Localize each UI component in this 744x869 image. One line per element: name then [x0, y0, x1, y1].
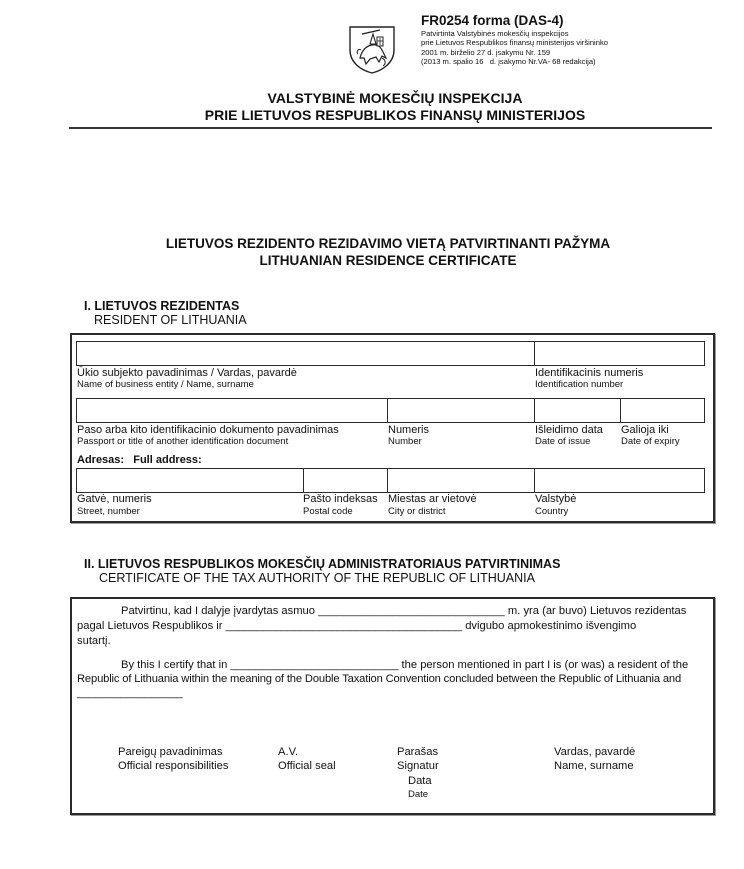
country-blank[interactable]: ______________________________________ [225, 620, 463, 632]
section-1-title: I. LIETUVOS REZIDENTAS [84, 299, 240, 313]
date-of-issue-label: Išleidimo data [535, 424, 603, 436]
agency-line-1: VALSTYBINĖ MOKESČIŲ INSPEKCIJA [267, 90, 523, 106]
document-number-label-en: Number [388, 436, 422, 447]
form-code: FR0254 forma (DAS-4) [421, 13, 564, 28]
approval-line: Patvirtinta Valstybinės mokesčių inspekcijos [421, 29, 569, 38]
title-lt: LIETUVOS REZIDENTO REZIDAVIMO VIETĄ PATVIRTINANTI PAŽYMA [165, 236, 611, 251]
document-title [0, 236, 744, 269]
name-surname-label [554, 745, 635, 773]
lt-para-line-2 [77, 619, 636, 635]
coat-of-arms-icon [346, 24, 398, 74]
country-label: Valstybė [535, 493, 577, 505]
id-number-label: Identifikacinis numeris [535, 367, 644, 379]
city-field[interactable] [387, 468, 535, 493]
name-label-en: Name of business entity / Name, surname [77, 379, 254, 390]
agency-name [0, 90, 744, 123]
city-label-en: City or district [388, 506, 446, 517]
name-label: Ūkio subjekto pavadinimas / Vardas, pavardė [77, 367, 297, 379]
postal-code-label: Pašto indeksas [303, 493, 378, 505]
en-para-text: By this I certify that in [121, 659, 228, 671]
postal-code-label-en: Postal code [303, 506, 353, 517]
date-of-expiry-label: Galioja iki [621, 424, 669, 436]
id-number-label-en: Identification number [535, 379, 624, 390]
address-label: Adresas: Full address: [77, 454, 202, 466]
street-field[interactable] [76, 468, 304, 493]
postal-code-field[interactable] [303, 468, 388, 493]
section-2-title: II. LIETUVOS RESPUBLIKOS MOKESČIŲ ADMINISTRATORIAUS PATVIRTINIMAS [84, 557, 561, 571]
seal-label-lt: A.V. [278, 746, 299, 758]
document-number-label: Numeris [388, 424, 429, 436]
en-para-line-2: Republic of Lithuania within the meaning of the Double Taxation Convention concluded between the Republic of Lithuania and [77, 673, 682, 685]
section-1-subtitle: RESIDENT OF LITHUANIA [94, 313, 247, 327]
document-title-field[interactable] [76, 398, 388, 423]
lt-para-line-1 [121, 604, 686, 620]
lt-para-text: Patvirtinu, kad I dalyje įvardytas asmuo [121, 605, 316, 617]
date-label-lt: Data [408, 775, 432, 787]
approval-note [421, 29, 608, 67]
header-divider [69, 127, 712, 129]
approval-line: prie Lietuvos Respublikos finansų ministerijos viršininko [421, 38, 608, 48]
position-label-lt: Pareigų pavadinimas [118, 746, 223, 758]
id-number-field[interactable] [534, 341, 705, 366]
seal-label-en: Official seal [278, 760, 336, 772]
signature-label [397, 745, 439, 773]
document-title-label-en: Passport or title of another identification document [77, 436, 289, 447]
title-en: LITHUANIAN RESIDENCE CERTIFICATE [259, 252, 517, 268]
street-label: Gatvė, numeris [77, 493, 152, 505]
agency-line-2: PRIE LIETUVOS RESPUBLIKOS FINANSŲ MINISTERIJOS [204, 106, 586, 123]
date-of-issue-field[interactable] [534, 398, 621, 423]
city-label: Miestas ar vietovė [388, 493, 477, 505]
en-para-text: the person mentioned in part I is (or was) a resident of the [401, 659, 689, 671]
date-label [408, 774, 432, 802]
year-blank-en[interactable]: ___________________________ [230, 659, 399, 671]
section-2-subtitle: CERTIFICATE OF THE TAX AUTHORITY OF THE REPUBLIC OF LITHUANIA [99, 571, 535, 585]
document-title-label: Paso arba kito identifikacinio dokumento pavadinimas [77, 424, 339, 436]
approval-line: (2013 m. spalio 16 d. įsakymo Nr.VA- 68 redakcija) [421, 57, 596, 67]
country-label-en: Country [535, 506, 569, 517]
lt-para-line-3: sutartį. [77, 635, 111, 647]
date-of-issue-label-en: Date of issue [535, 436, 591, 447]
document-number-field[interactable] [387, 398, 535, 423]
lt-para-text: pagal Lietuvos Respublikos ir [77, 620, 223, 632]
approval-line: 2001 m. birželio 27 d. įsakymu Nr. 159 [421, 47, 551, 57]
name-surname-label-en: Name, surname [554, 760, 634, 772]
lt-para-text: m. yra (ar buvo) Lietuvos rezidentas [507, 605, 687, 617]
name-surname-label-lt: Vardas, pavardė [554, 746, 636, 758]
lt-para-text: dvigubo apmokestinimo išvengimo [465, 620, 637, 632]
country-blank-en[interactable]: _________________ [77, 687, 183, 699]
seal-label [278, 745, 336, 773]
date-of-expiry-field[interactable] [620, 398, 705, 423]
date-of-expiry-label-en: Date of expiry [621, 436, 680, 447]
signature-label-lt: Parašas [397, 746, 439, 758]
year-blank[interactable]: ______________________________ [318, 605, 505, 617]
name-field[interactable] [76, 341, 535, 366]
position-label-en: Official responsibilities [118, 760, 229, 772]
position-label [118, 745, 228, 773]
date-label-en: Date [408, 789, 429, 800]
street-label-en: Street, number [77, 506, 140, 517]
country-field[interactable] [534, 468, 705, 493]
signature-label-en: Signatur [397, 760, 439, 772]
